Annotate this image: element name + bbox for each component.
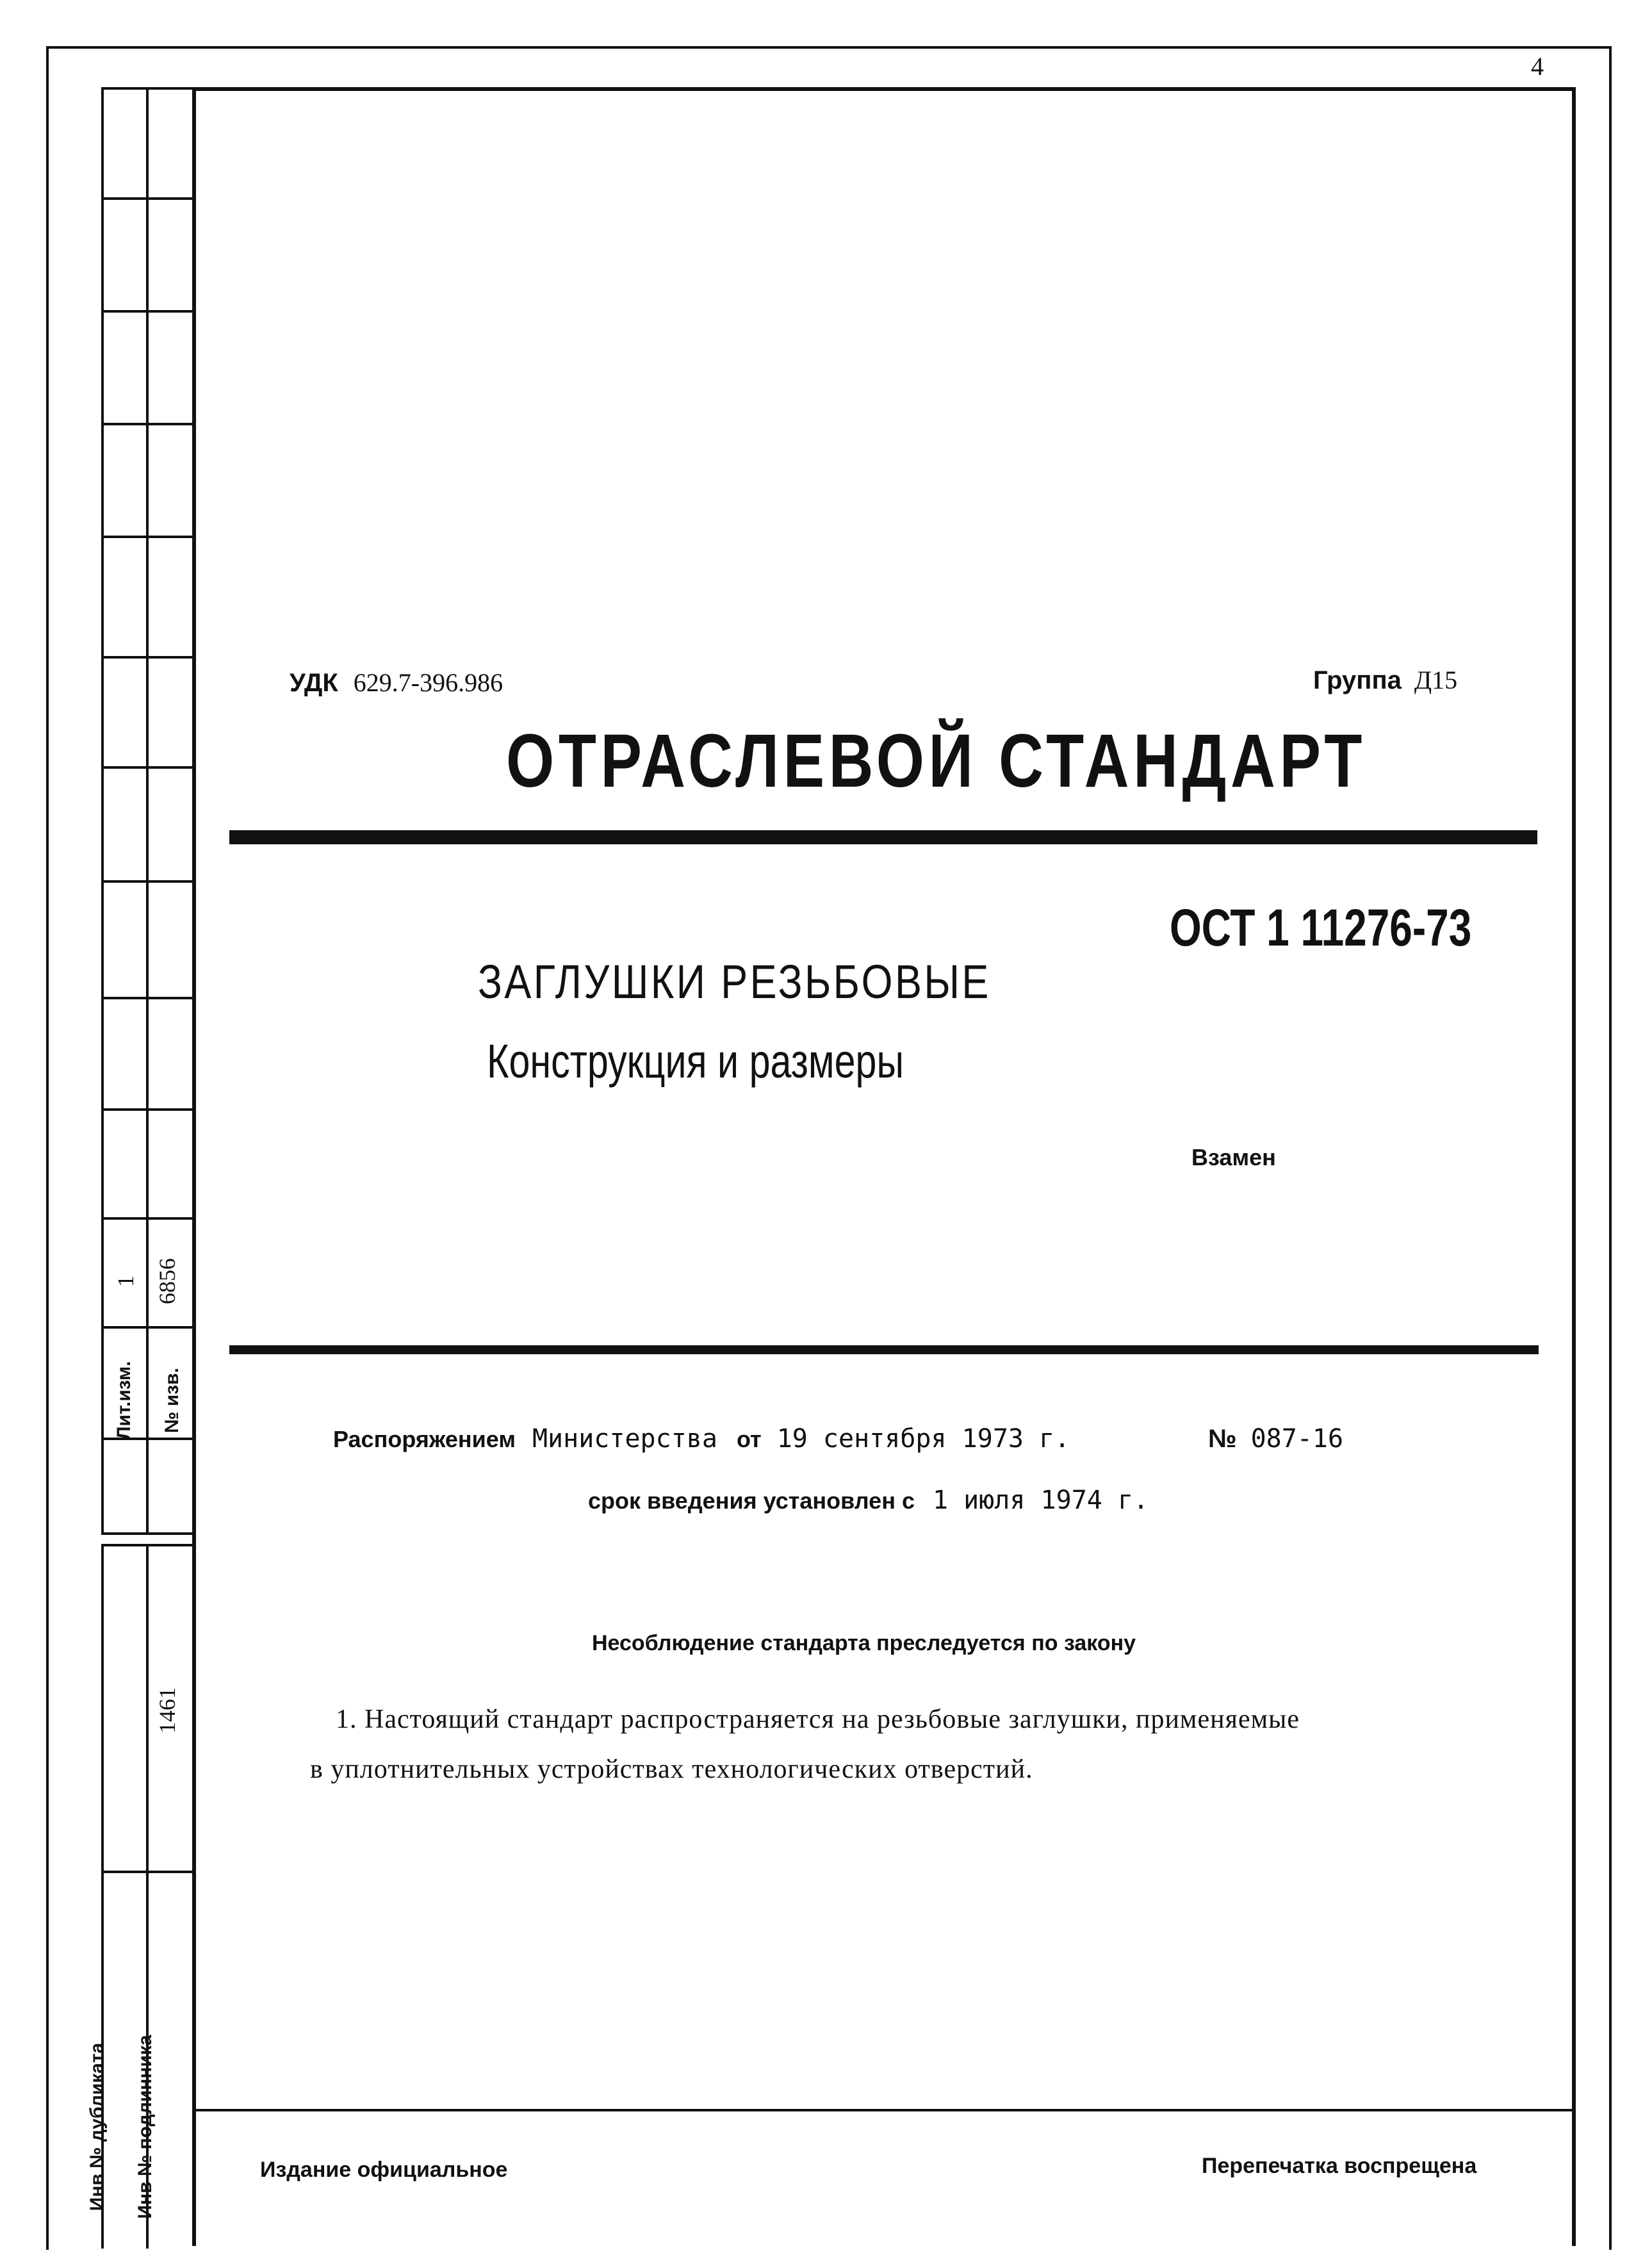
udk-value: 629.7-396.986 [353, 668, 503, 697]
stamp-row-line [101, 1108, 195, 1111]
title-rule [229, 830, 1537, 844]
stamp-row-line [101, 997, 195, 999]
inv-dublikata-label: Инв № дубликата [86, 2042, 108, 2211]
body-paragraph-line-1: 1. Настоящий стандарт распространяется на резьбовые заглушки, применяемые [336, 1705, 1300, 1734]
no-izv-label: № изв. [161, 1368, 183, 1433]
inv-podlinnika-label: Инв № подлинника [135, 2035, 156, 2219]
stamp-row-line [101, 87, 195, 90]
stamp-row-line [101, 656, 195, 659]
stamp-row-line [101, 1871, 195, 1873]
outer-frame-left [46, 46, 49, 2250]
inv-value: 1461 [154, 1687, 180, 1733]
outer-frame-right [1609, 46, 1612, 2250]
stamp-row-line [101, 197, 195, 200]
inner-frame-right [1572, 87, 1576, 2246]
group-label: Группа [1313, 666, 1402, 694]
order-issuer: Министерства [532, 1424, 717, 1454]
udk-label: УДК [290, 669, 338, 697]
order-number-line [1208, 1423, 1343, 1454]
effective-line [588, 1485, 1149, 1515]
footer-left: Издание официальное [260, 2158, 508, 2182]
stamp-row-line [101, 1326, 195, 1329]
order-line [333, 1423, 1070, 1454]
order-label: Распоряжением [333, 1426, 516, 1452]
replaces-label: Взамен [1191, 1144, 1276, 1170]
legal-warning: Несоблюдение стандарта преследуется по закону [592, 1631, 1136, 1655]
subject-subtitle: Конструкция и размеры [487, 1035, 904, 1088]
effective-label: срок введения установлен с [588, 1488, 915, 1514]
stamp-row-line [101, 536, 195, 538]
stamp-row-line [101, 423, 195, 425]
order-rule [229, 1345, 1539, 1354]
order-number: 087-16 [1250, 1424, 1344, 1454]
order-date: 19 сентября 1973 г. [776, 1424, 1070, 1454]
stamp-col-left [101, 87, 104, 1532]
lit-izm-value: 1 [113, 1275, 138, 1287]
stamp-row-line [101, 1544, 195, 1546]
standard-code: ОСТ 1 11276-73 [1170, 899, 1472, 957]
stamp-row-line [101, 310, 195, 313]
inner-frame-top [192, 87, 1576, 91]
stamp-row-line [101, 766, 195, 769]
body-paragraph-line-2: в уплотнительных устройствах технологических отверстий. [310, 1755, 1033, 1784]
footer-separator [192, 2109, 1576, 2111]
order-date-prefix: от [736, 1426, 762, 1452]
group-value: Д15 [1414, 666, 1458, 694]
footer-right: Перепечатка воспрещена [1202, 2154, 1477, 2178]
stamp-col-mid [146, 87, 149, 1532]
stamp-row-line [101, 880, 195, 883]
effective-date: 1 июля 1974 г. [932, 1486, 1149, 1515]
udk-line [290, 668, 503, 698]
stamp-row-line [101, 1217, 195, 1220]
document-title: ОТРАСЛЕВОЙ СТАНДАРТ [506, 719, 1366, 803]
stamp-row-line [101, 1532, 195, 1535]
order-number-label: № [1208, 1425, 1237, 1453]
lit-izm-label: Лит.изм. [113, 1361, 135, 1440]
group-line [1313, 665, 1457, 695]
inner-frame-left [192, 87, 196, 2246]
no-izv-value: 6856 [154, 1258, 180, 1304]
subject-title: ЗАГЛУШКИ РЕЗЬБОВЫЕ [478, 955, 991, 1008]
outer-frame-top [46, 46, 1611, 49]
page-number: 4 [1531, 52, 1544, 81]
